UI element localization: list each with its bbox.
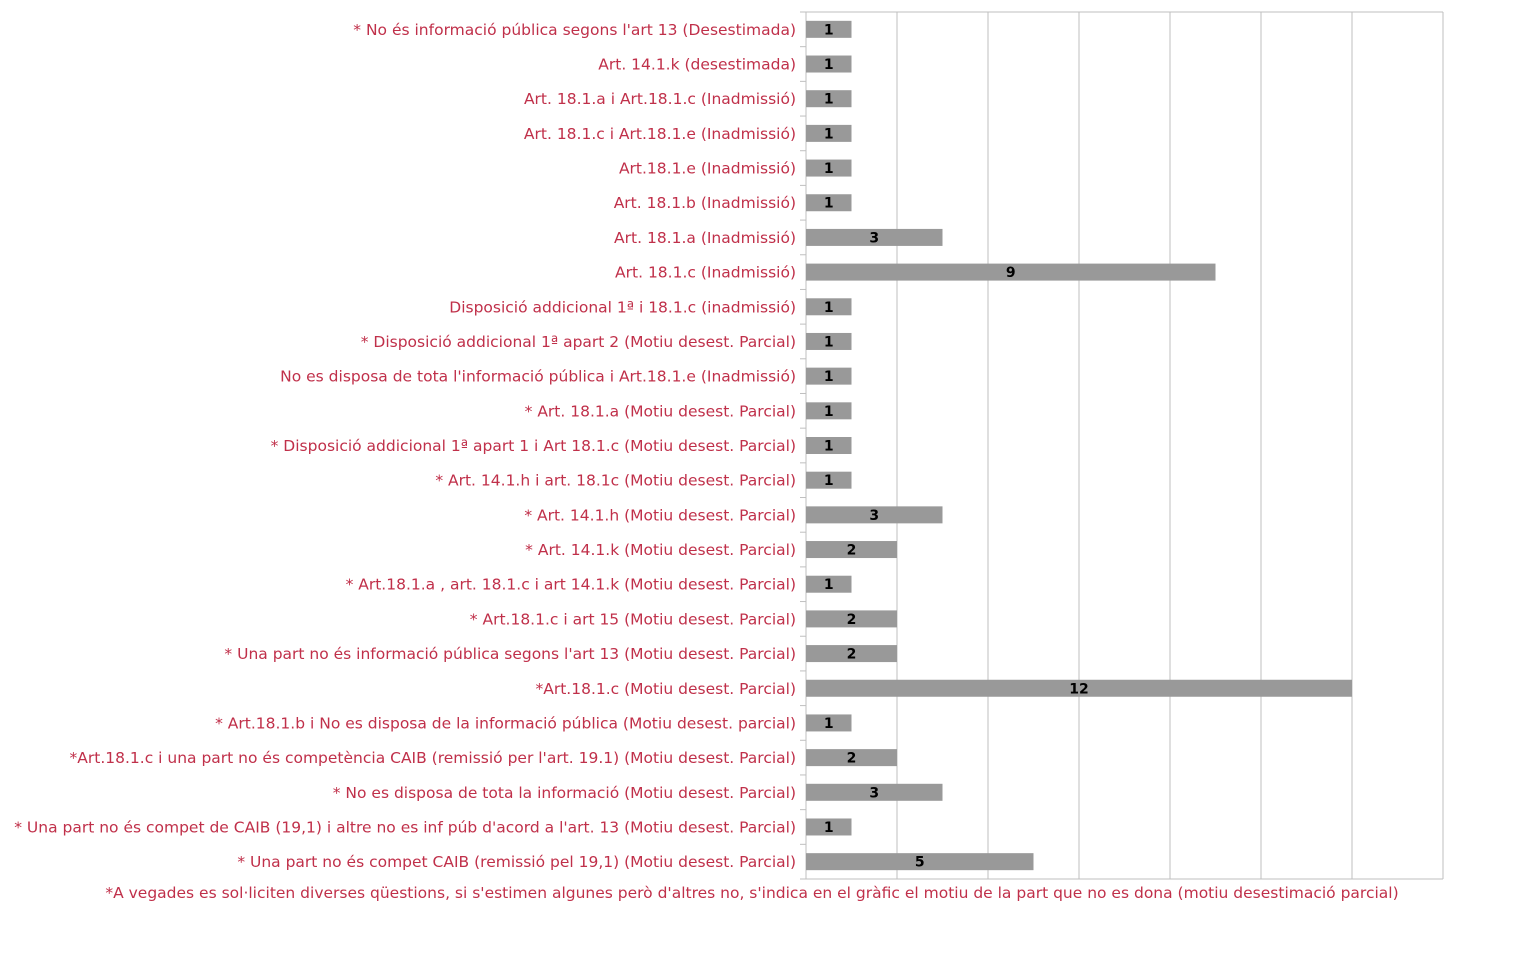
data-label: 2	[846, 646, 857, 663]
data-label: 5	[914, 854, 925, 871]
data-label: 1	[823, 57, 834, 74]
category-label: * Art.18.1.b i No es disposa de la informació pública (Motiu desest. parcial)	[215, 714, 796, 733]
category-label: Art. 18.1.b (Inadmissió)	[613, 194, 796, 213]
data-label: 1	[823, 334, 834, 351]
data-label: 12	[1069, 681, 1089, 698]
category-label: Art. 18.1.c (Inadmissió)	[615, 263, 796, 282]
category-label: Disposició addicional 1ª i 18.1.c (inadmissió)	[449, 298, 796, 317]
category-label: * Una part no és informació pública segons l'art 13 (Motiu desest. Parcial)	[224, 645, 796, 664]
category-label: * Disposició addicional 1ª apart 2 (Motiu desest. Parcial)	[360, 332, 796, 351]
category-label: *Art.18.1.c (Motiu desest. Parcial)	[535, 679, 796, 698]
data-label: 1	[823, 403, 834, 420]
category-label: * Art.18.1.c i art 15 (Motiu desest. Parcial)	[469, 610, 796, 629]
category-label: * Art. 14.1.h i art. 18.1c (Motiu desest. Parcial)	[435, 471, 796, 490]
category-label: Art.18.1.e (Inadmissió)	[618, 159, 796, 178]
data-label: 2	[846, 611, 857, 628]
category-label: * Una part no és compet CAIB (remissió pel 19,1) (Motiu desest. Parcial)	[237, 853, 796, 872]
category-label: * Art. 18.1.a (Motiu desest. Parcial)	[524, 402, 796, 421]
category-label: Art. 14.1.k (desestimada)	[598, 55, 796, 74]
data-label: 1	[823, 369, 834, 386]
category-label: No es disposa de tota l'informació pública i Art.18.1.e (Inadmissió)	[280, 367, 796, 386]
category-label: Art. 18.1.a (Inadmissió)	[614, 228, 796, 247]
category-label: Art. 18.1.a i Art.18.1.c (Inadmissió)	[523, 90, 796, 109]
data-label: 2	[846, 750, 857, 767]
data-label: 1	[823, 91, 834, 108]
data-label: 1	[823, 819, 834, 836]
category-label: * No és informació pública segons l'art 13 (Desestimada)	[353, 20, 796, 39]
data-label: 1	[823, 126, 834, 143]
data-label: 1	[823, 715, 834, 732]
data-label: 2	[846, 542, 857, 559]
data-label: 1	[823, 195, 834, 212]
data-label: 1	[823, 22, 834, 39]
category-label: * Art. 14.1.k (Motiu desest. Parcial)	[525, 541, 796, 560]
chart-footnote: *A vegades es sol·liciten diverses qüestions, si s'estimen algunes però d'altres no, s'indica en el gràfic el motiu de la part que no es dona (motiu desestimació parcial)	[105, 884, 1399, 902]
data-label: 1	[823, 299, 834, 316]
category-label: * Una part no és compet de CAIB (19,1) i altre no es inf púb d'acord a l'art. 13 (Motiu desest. Parcial)	[14, 818, 796, 837]
data-label: 9	[1005, 265, 1016, 282]
data-label: 3	[869, 785, 880, 802]
category-label: Art. 18.1.c i Art.18.1.e (Inadmissió)	[523, 124, 796, 143]
data-label: 3	[869, 507, 880, 524]
data-label: 1	[823, 438, 834, 455]
category-label: * No es disposa de tota la informació (Motiu desest. Parcial)	[332, 783, 796, 802]
category-label: * Art. 14.1.h (Motiu desest. Parcial)	[524, 506, 796, 525]
data-label: 1	[823, 473, 834, 490]
category-label: *Art.18.1.c i una part no és competència CAIB (remissió per l'art. 19.1) (Motiu desest. Parcial)	[69, 749, 796, 768]
category-label: * Art.18.1.a , art. 18.1.c i art 14.1.k (Motiu desest. Parcial)	[345, 575, 796, 594]
data-label: 1	[823, 577, 834, 594]
data-label: 3	[869, 230, 880, 247]
data-label: 1	[823, 161, 834, 178]
category-label: * Disposició addicional 1ª apart 1 i Art 18.1.c (Motiu desest. Parcial)	[270, 437, 796, 455]
